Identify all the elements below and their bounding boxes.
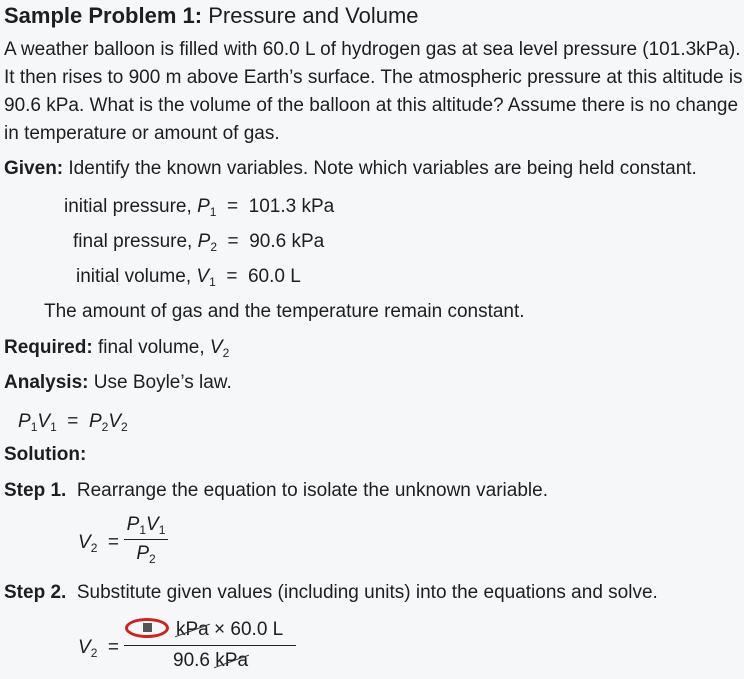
boyles-law-equation: $P_1V_1 = P_2V_2$	[18, 411, 128, 434]
given-item-value: 90.6 kPa	[249, 231, 325, 252]
given-item-value: 60.0 L	[247, 266, 301, 287]
required-symbol: V	[209, 337, 223, 358]
denominator-unit-cancelled: kPa	[215, 650, 249, 671]
step2-denominator	[173, 649, 248, 673]
analysis-line	[4, 371, 232, 395]
step2-line	[4, 581, 658, 605]
step1-equation-lhs: $V_2$ =	[78, 532, 120, 555]
problem-line-4: in temperature or amount of gas.	[4, 123, 280, 144]
denominator-value: 90.6	[173, 650, 210, 671]
given-item-v1: initial volume, $V_1 = 60.0$ L	[76, 266, 301, 289]
analysis-text: Use Boyle’s law.	[93, 372, 232, 393]
required-line	[4, 336, 229, 360]
given-item-name: final pressure,	[73, 231, 193, 252]
step2-equation-lhs: $V_2$ =	[78, 637, 120, 660]
given-item-subscript: 1	[209, 205, 217, 219]
step1-line	[4, 479, 548, 503]
given-item-name: initial pressure,	[64, 196, 192, 217]
problem-line-1: A weather balloon is filled with 60.0 L of hydrogen gas at sea level pressure (101.3kPa).	[4, 39, 741, 60]
given-heading	[4, 157, 697, 181]
given-label: Given:	[4, 158, 64, 179]
problem-line-2: It then rises to 900 m above Earth’s surface. The atmospheric pressure at this altitude is	[4, 67, 743, 88]
step1-fraction: $P_1V_1$ $P_2$	[124, 513, 168, 566]
step2-label: Step 2.	[4, 582, 67, 603]
given-item-p2: final pressure, $P_2 = 90.6$ kPa	[73, 231, 325, 254]
missing-value-square	[143, 623, 152, 632]
given-item-symbol: P	[197, 231, 211, 252]
step1-label: Step 1.	[4, 480, 67, 501]
step2-text: Substitute given values (including units) into the equations and solve.	[76, 582, 658, 603]
given-item-subscript: 2	[210, 240, 217, 254]
step2-fraction-bar	[124, 645, 296, 646]
given-item-symbol: P	[197, 196, 210, 217]
analysis-label: Analysis:	[4, 372, 89, 393]
solution-label: Solution:	[4, 444, 87, 465]
given-text: Identify the known variables. Note which variables are being held constant.	[68, 158, 697, 179]
solution-heading	[4, 443, 86, 467]
given-item-symbol: V	[196, 266, 210, 287]
numerator-rest: × 60.0 L	[214, 619, 284, 640]
problem-line-3: 90.6 kPa. What is the volume of the balloon at this altitude? Assume there is no change	[4, 95, 739, 116]
constant-note: The amount of gas and the temperature remain constant.	[44, 301, 525, 322]
given-item-p1: initial pressure, $P_1 = 101.3$ kPa	[64, 196, 335, 219]
step1-text: Rearrange the equation to isolate the unknown variable.	[76, 480, 548, 501]
page-title	[4, 2, 419, 30]
title-label: Sample Problem 1:	[4, 3, 203, 28]
title-text: Pressure and Volume	[208, 3, 419, 28]
numerator-unit-cancelled: kPa	[176, 619, 209, 640]
required-label: Required:	[4, 337, 93, 358]
required-subscript: 2	[222, 346, 230, 360]
given-item-name: initial volume,	[76, 266, 192, 287]
required-text: final volume,	[97, 337, 205, 358]
given-item-value: 101.3 kPa	[248, 196, 335, 217]
given-item-subscript: 1	[209, 275, 216, 289]
step2-numerator	[176, 618, 283, 642]
